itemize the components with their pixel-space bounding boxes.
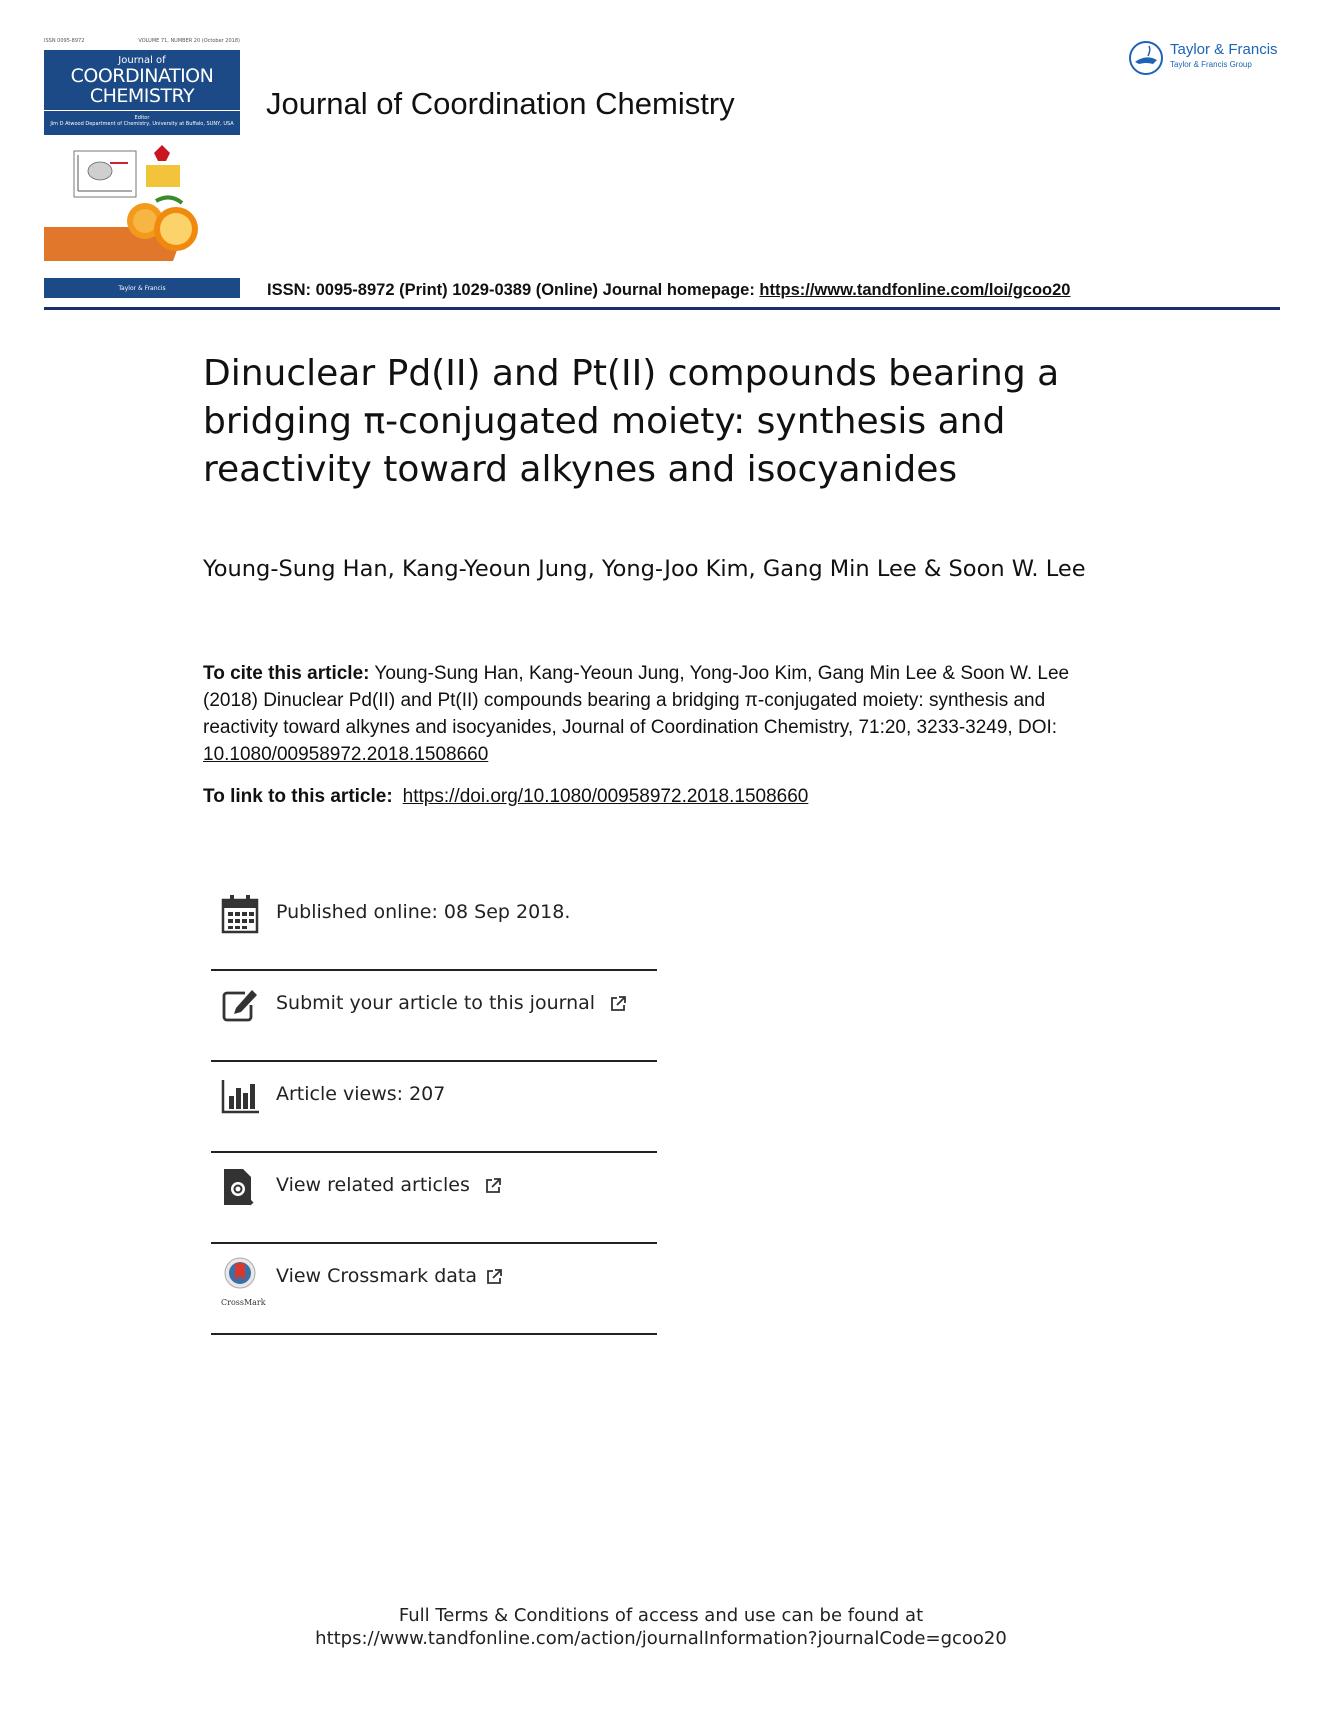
cite-doi-link[interactable]: 10.1080/00958972.2018.1508660	[203, 744, 489, 765]
article-views: Article views: 207	[276, 1083, 446, 1105]
external-link-icon	[484, 1177, 502, 1195]
crossmark-label: CrossMark	[221, 1298, 266, 1307]
issn-text: ISSN: 0095-8972 (Print) 1029-0389 (Online) Journal homepage:	[267, 281, 760, 299]
publisher-logo[interactable]	[1128, 38, 1288, 78]
cover-editor-line: Jim D Atwood Department of Chemistry, University at Buffalo, SUNY, USA	[50, 121, 234, 127]
article-authors: Young-Sung Han, Kang-Yeoun Jung, Yong-Joo Kim, Gang Min Lee & Soon W. Lee	[203, 556, 1086, 582]
publisher-name: Taylor & Francis	[1170, 41, 1278, 58]
issn-line	[267, 281, 1070, 300]
cover-issn: ISSN 0095-8972	[44, 38, 85, 44]
crossmark-row[interactable]	[211, 1244, 657, 1335]
published-date: Published online: 08 Sep 2018.	[276, 901, 571, 923]
cover-title-band	[44, 50, 240, 110]
views-row	[211, 1062, 657, 1153]
cover-artwork	[44, 143, 240, 263]
article-info-list	[211, 880, 657, 1335]
edit-icon	[221, 985, 259, 1025]
cover-volume: VOLUME 71, NUMBER 20 (October 2018)	[138, 38, 240, 44]
cover-journal-of: Journal of	[118, 55, 166, 66]
cover-publisher-strip	[44, 278, 240, 298]
cover-top-line	[44, 38, 240, 46]
article-title: Dinuclear Pd(II) and Pt(II) compounds bearing a bridging π-conjugated moiety: synthesis and reactivity toward alkynes and isocyanides	[203, 353, 1060, 490]
external-link-icon	[485, 1268, 503, 1286]
calendar-icon	[221, 894, 259, 934]
related-row[interactable]	[211, 1153, 657, 1244]
citation-block	[203, 660, 1123, 768]
published-row	[211, 880, 657, 971]
crossmark-icon	[221, 1256, 259, 1300]
cite-text: Young-Sung Han, Kang-Yeoun Jung, Yong-Joo Kim, Gang Min Lee & Soon W. Lee (2018) Dinuclear Pd(II) and Pt(II) compounds bearing a bridging π-conjugated moiety: synthesis and reactivity toward alkynes and isocyanides, Journal of Coordination Chemistry, 71:20, 3233-3249, DOI:	[203, 663, 1070, 738]
external-link-icon	[609, 995, 627, 1013]
crossmark-data-link[interactable]: View Crossmark data	[276, 1265, 478, 1287]
footer-terms: Full Terms & Conditions of access and use can be found at	[398, 1605, 924, 1626]
cite-label: To cite this article:	[203, 663, 370, 684]
document-search-icon	[221, 1167, 259, 1207]
related-text-wrap	[276, 1174, 502, 1196]
cover-editor-label: Editor	[134, 115, 150, 121]
journal-title: Journal of Coordination Chemistry	[266, 86, 735, 121]
cover-art-image	[44, 143, 240, 263]
journal-cover	[44, 38, 240, 298]
header-divider	[44, 307, 1280, 310]
related-articles-link[interactable]: View related articles	[276, 1174, 470, 1196]
doi-url-link[interactable]: https://doi.org/10.1080/00958972.2018.1508660	[402, 786, 809, 807]
publisher-group: Taylor & Francis Group	[1170, 60, 1252, 69]
publisher-lamp-icon	[1128, 40, 1164, 76]
crossmark-text-wrap	[276, 1265, 503, 1287]
cover-publisher-label: Taylor & Francis	[118, 284, 166, 292]
footer-terms-url[interactable]: https://www.tandfonline.com/action/journalInformation?journalCode=gcoo20	[315, 1628, 1007, 1649]
submit-row[interactable]	[211, 971, 657, 1062]
cover-chemistry: CHEMISTRY	[89, 85, 195, 107]
link-label: To link to this article:	[203, 786, 393, 807]
bar-chart-icon	[221, 1076, 259, 1116]
cover-editor-band	[44, 111, 240, 135]
journal-homepage-link[interactable]: https://www.tandfonline.com/loi/gcoo20	[759, 281, 1071, 299]
submit-article-link[interactable]: Submit your article to this journal	[276, 992, 596, 1014]
submit-text-wrap	[276, 992, 627, 1014]
link-line	[203, 786, 808, 808]
cover-coordination: COORDINATION	[70, 65, 214, 87]
footer	[0, 1604, 1322, 1650]
